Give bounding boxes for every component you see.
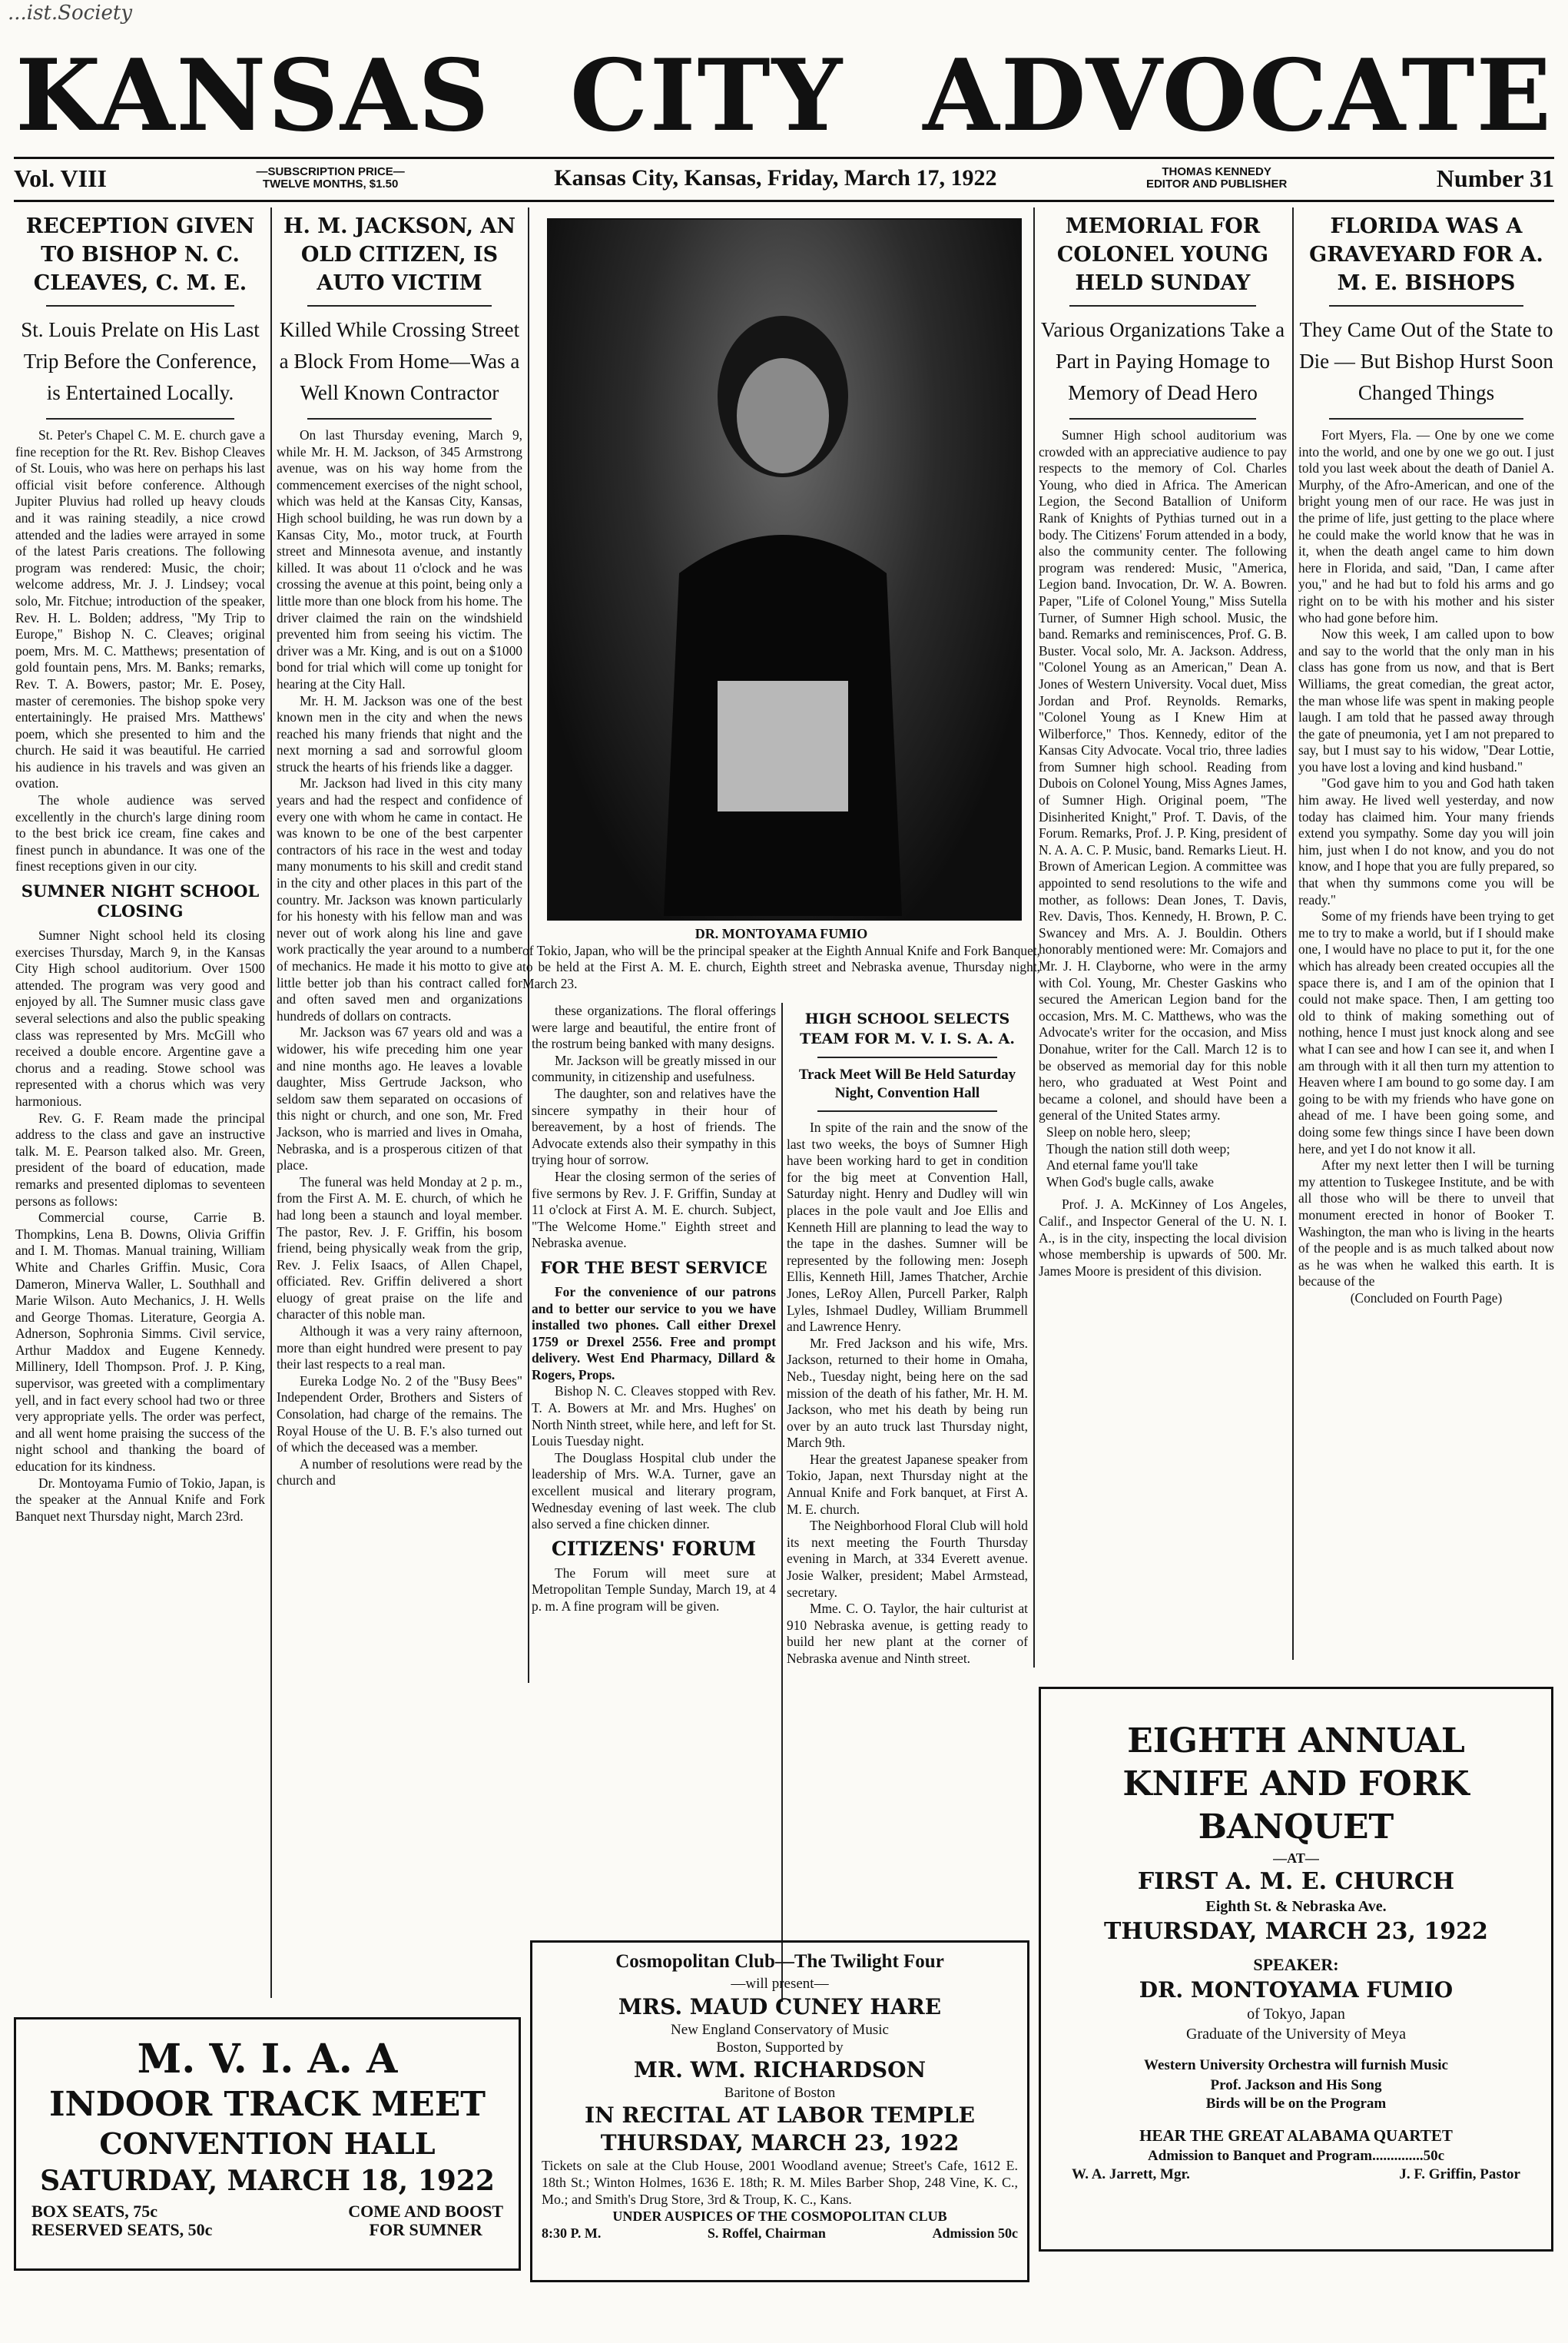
ad-track-boost-line1: COME AND BOOST: [348, 2202, 503, 2221]
dateline: Kansas City, Kansas, Friday, March 17, 1922: [554, 165, 997, 191]
ad-banquet-mgr: W. A. Jarrett, Mgr.: [1072, 2166, 1190, 2182]
portrait-photo: [547, 218, 1022, 921]
article-paragraph: Fort Myers, Fla. — One by one we come into the world, and one by one we go out. I just told you last week about the death of Daniel A. Murphy, of the Afro-American, and one of the bright young men of our race. He was just in the prime of life, just getting to the place where he could make the world know that he was in it, when the death angel came to him down here in Florida, and said, "Dan, I came after you," and he had but to fold his arms and go right on to be with his mother and his sister who had gone before him.: [1298, 427, 1554, 626]
article-paragraph: "God gave him to you and God hath taken him away. He lived well yesterday, and now today has claimed him. Your many friends extend you sympathy. Some day you will join him, just when I do not know, and you do not know, and I hope that you are fully prepared, so that when thy summons come you will be ready.": [1298, 775, 1554, 908]
ad-cosmo-line3: MRS. MAUD CUNEY HARE: [618, 1994, 942, 2019]
ad-banquet-line1: EIGHTH ANNUAL: [1127, 1721, 1465, 1761]
masthead: [0, 38, 1568, 154]
ad-cosmo-line6: MR. WM. RICHARDSON: [633, 2057, 927, 2082]
column-1: [15, 207, 265, 1998]
ad-banquet-line3: BANQUET: [1198, 1807, 1394, 1847]
article-paragraph: The Forum will meet sure at Metropolitan Temple Sunday, March 19, at 4 p. m. A fine program will be given.: [532, 1565, 776, 1614]
article-paragraph: Sumner High school auditorium was crowded with an appreciative audience to pay respects to the memory of Col. Charles Young, who died in Africa. The American Legion, the Second Batallion of Uniform Rank of Knights of Pythias turned out in a body. The Citizens' Forum attended in a body, also the community center. The following program was rendered: Music, "America, Legion band. Invocation, Dr. W. A. Bowren. Paper, "Life of Colonel Young," Miss Sutella Turner, of Sumner High school. Music, the band. Remarks and reminiscences, Prof. G. B. Buster. Vocal solo, Mr. A. Jackson. Address, "Colonel Young as an American," Dean A. Jones of Western University. Vocal duet, Miss Jordan and Prof. Reynolds. Remarks, "Colonel Young as I Knew Him at Wilberforce," Thos. Kennedy, editor of the Kansas City Advocate. Vocal trio, three ladies from Sumner high school. Reading from Dubois on Colonel Young, Miss Agnes James, of Sumner High. Original poem, "The Disinherited Knight," Prof. T. Davis, of the Forum. Remarks, Prof. J. P. King, president of N. A. A. C. P. Music, band. Remarks Lieut. H. Brown of American Legion. A committee was appointed to send resolutions to the wife and mother, as follows: Dean Jones, T. Davis, Rev. Davis, Thos. Kennedy, H. Brown, P. C. Swancey and Mrs. A. J. Bouldin. Others honorably mentioned were: Mr. Comajors and Mr. J. H. Clayborne, who were in the army with Col. Young, Mr. Chester Gaskins who secured the American Legion band for the occasion, Mrs. M. C. Matthews, who was the Advocate's writer for the occasion, and Miss Donahue, writer for the Call. March 12 is to be observed as memorial day for this noble hero, who graduated at West Point and became a colonel, and should have been a general of the United States army.: [1039, 427, 1287, 1123]
ad-cosmo-line5: Boston, Supported by: [716, 2039, 844, 2056]
poem-line: And eternal fame you'll take: [1046, 1157, 1198, 1173]
article-paragraph: Now this week, I am called upon to bow and say to the world that the only man in his class has gone from us now, and that is Bert Williams, the great comedian, the great actor, the man whose life was spent in making people laugh. I am told that he passed away through the gate of pneumonia, yet I am not prepared to say, but I must say to his widow, "Dear Lottie, you have lost a loving and kind husband.": [1298, 626, 1554, 775]
ad-track-reserved-seats: RESERVED SEATS, 50c: [31, 2220, 213, 2239]
subscription-line1: —SUBSCRIPTION PRICE—: [256, 165, 405, 178]
ad-banquet-pastor: J. F. Griffin, Pastor: [1399, 2166, 1520, 2182]
ad-track-seats: [31, 2202, 212, 2239]
article-paragraph: Mr. Jackson was 67 years old and was a widower, his wife preceding him one year and nine months ago. He leaves a lovable daughter, Miss Gertrude Jackson, who seldom saw them separated on occasions of this night or church, and one son, Mr. Fred Jackson, who is married and lives in Omaha, Nebraska, and is a prosperous citizen of that place.: [277, 1024, 522, 1173]
ad-banquet-line11: Graduate of the University of Meya: [1185, 2026, 1406, 2043]
ad-cosmo-line7: Baritone of Boston: [724, 2085, 836, 2101]
ad-track-boost-line2: FOR SUMNER: [369, 2220, 482, 2239]
ad-cosmo-line2: —will present—: [731, 1976, 829, 1992]
article-paragraph: A number of resolutions were read by the church and: [277, 1455, 522, 1488]
poem: [1039, 1124, 1287, 1190]
subhead-jackson: Killed While Crossing Street a Block From Home—Was a Well Known Contractor: [279, 318, 520, 404]
masthead-word-advocate: ADVOCATE: [923, 38, 1553, 154]
ad-banquet-line10: of Tokyo, Japan: [1247, 2006, 1345, 2023]
headline-citizens-forum: CITIZENS' FORUM: [551, 1537, 757, 1560]
ad-track-line3: CONVENTION HALL: [99, 2126, 436, 2161]
headline-florida: FLORIDA WAS A GRAVEYARD FOR A. M. E. BISHOPS: [1309, 214, 1543, 295]
headline-divider: [46, 305, 234, 307]
ad-cosmo-chair: S. Roffel, Chairman: [707, 2225, 826, 2241]
ad-track-line2: INDOOR TRACK MEET: [48, 2085, 486, 2124]
headline-jackson: H. M. JACKSON, AN OLD CITIZEN, IS AUTO VICTIM: [283, 214, 516, 295]
ad-track-line1: M. V. I. A. A: [137, 2036, 398, 2082]
poem-line: Sleep on noble hero, sleep;: [1046, 1123, 1191, 1140]
subhead-reception: St. Louis Prelate on His Last Trip Before the Conference, is Entertained Locally.: [21, 318, 260, 404]
continued-notice: (Concluded on Fourth Page): [1350, 1289, 1503, 1306]
article-paragraph: Rev. G. F. Ream made the principal address to the class and gave an instructive talk. M. E. Pearson talked also. Mr. Green, president of the board of education, made remarks and presented diplomas to seventeen persons as follows:: [15, 1110, 265, 1209]
headline-divider: [1329, 305, 1523, 307]
article-paragraph: Mr. H. M. Jackson was one of the best known men in the city and when the news reached his many friends that night and the next morning a sad and sorrowful gloom struck the hearts of his friends like a dagger.: [277, 692, 522, 775]
caption-title: DR. MONTOYAMA FUMIO: [694, 926, 868, 941]
ad-cosmo-line9: THURSDAY, MARCH 23, 1922: [600, 2130, 960, 2155]
editor-line1: THOMAS KENNEDY: [1162, 165, 1271, 178]
article-paragraph: The whole audience was served excellently in the church's large dining room to the best brick ice cream, fine cakes and finest punch in abundance. It was one of the finest receptions given in our city.: [15, 792, 265, 874]
headline-divider: [307, 418, 492, 420]
poem-line: When God's bugle calls, awake: [1046, 1173, 1215, 1190]
ad-track-footer: [16, 2199, 519, 2242]
article-paragraph: Dr. Montoyama Fumio of Tokio, Japan, is the speaker at the Annual Knife and Fork Banquet next Thursday night, March 23rd.: [15, 1475, 265, 1524]
ad-track-box-seats: BOX SEATS, 75c: [31, 2202, 158, 2221]
subhead-memorial: Various Organizations Take a Part in Paying Homage to Memory of Dead Hero: [1040, 318, 1285, 404]
ad-banquet-line2: KNIFE AND FORK: [1122, 1764, 1470, 1804]
ad-track-line4: SATURDAY, MARCH 18, 1922: [40, 2165, 495, 2197]
ad-banquet-footer: [1056, 2165, 1536, 2184]
ad-cosmo-line8: IN RECITAL AT LABOR TEMPLE: [585, 2102, 975, 2128]
ad-banquet-line9: DR. MONTOYAMA FUMIO: [1139, 1977, 1454, 2003]
article-paragraph: The daughter, son and relatives have the sincere sympathy in their hour of bereavement, by a host of friends. The Advocate extends also their sympathy in this trying hour of sorrow.: [532, 1085, 776, 1168]
article-paragraph: Mme. C. O. Taylor, the hair culturist at 910 Nebraska avenue, is getting ready to build her new plant at the corner of Nebraska avenue and Ninth street.: [787, 1601, 1028, 1666]
article-paragraph: Prof. J. A. McKinney of Los Angeles, Calif., and Inspector General of the U. N. I. A., is in the city, inspecting the local division whose membership is upwards of 500. Mr. James Moore is president of this division.: [1039, 1196, 1287, 1279]
ad-cosmo-time: 8:30 P. M.: [542, 2225, 602, 2241]
ad-banquet-line8: SPEAKER:: [1253, 1955, 1339, 1974]
article-paragraph: Mr. Fred Jackson and his wife, Mrs. Jackson, returned to their home in Omaha, Neb., Tuesday night, being here on the sad mission of the death of his father, Mr. H. M. Jackson, who met his death by being run over by an auto truck last Thursday night, March 9th.: [787, 1335, 1028, 1451]
ad-cosmo-line1: Cosmopolitan Club—The Twilight Four: [615, 1951, 944, 1972]
masthead-word-kansas: KANSAS: [15, 38, 491, 154]
headline-best-service: FOR THE BEST SERVICE: [540, 1257, 767, 1277]
headline-divider: [46, 418, 234, 420]
column-2: [277, 207, 522, 1998]
headline-night-school: SUMNER NIGHT SCHOOL CLOSING: [21, 881, 260, 921]
article-paragraph: The funeral was held Monday at 2 p. m., from the First A. M. E. church, of which he had long been a staunch and loyal member. The pastor, Rev. J. F. Griffin, his bosom friend, being physically weak from the grip, Rev. J. Felix Isaacs, of Allen Chapel, officiated. Rev. Griffin delivered a short eluogy of great praise on the life and character of this noble man.: [277, 1173, 522, 1323]
subscription-line2: TWELVE MONTHS, $1.50: [262, 178, 399, 191]
ad-banquet-line12: Western University Orchestra will furnish Music: [1144, 2057, 1448, 2073]
ad-banquet-line15: HEAR THE GREAT ALABAMA QUARTET: [1139, 2126, 1453, 2145]
caption-text: of Tokio, Japan, who will be the principal speaker at the Eighth Annual Knife and Fork Banquet, to be held at the First A. M. E. church, Eighth street and Nebraska avenue, Thursday night, March 23.: [522, 942, 1040, 991]
portrait-figure: [549, 220, 1017, 916]
article-paragraph: On last Thursday evening, March 9, while Mr. H. M. Jackson, of 345 Armstrong avenue, was on his way home from the commencement exercises of the night school, which was held at the Kansas City, Kansas, High school building, he was run down by a Kansas City, Mo., motor truck, at Fourth street and Minnesota avenue, and instantly killed. It was about 11 o'clock and he was crossing the avenue at this point, being only a little more than one block from his home. The driver claimed the rain on the windshield prevented him from seeing his victim. The driver was a Mr. King, and is out on a $1000 bond for trial which will come up tonight for hearing at the City Hall.: [277, 427, 522, 692]
article-paragraph: The Neighborhood Floral Club will hold its next meeting the Fourth Thursday evening in March, at 334 Everett avenue. Josie Walker, president; Mabel Armstead, secretary.: [787, 1518, 1028, 1600]
info-rule: [14, 200, 1554, 202]
editor-info: [1146, 166, 1287, 191]
editor-line2: EDITOR AND PUBLISHER: [1145, 178, 1288, 191]
column-4: [787, 1003, 1028, 2002]
column-rule: [270, 207, 272, 1998]
ad-cosmo-line10: Tickets on sale at the Club House, 2001 Woodland avenue; Street's Cafe, 1612 E. 18th St.; Winton Holmes, 1636 E. 18th; R. M. Miles Barber Shop, 248 Vine, K. C., Mo.; and Smith's Drug Store, 3rd & Troup, K. C., Kans.: [542, 2158, 1018, 2207]
poem-line: Though the nation still doth weep;: [1046, 1140, 1231, 1157]
article-paragraph: St. Peter's Chapel C. M. E. church gave a fine reception for the Rt. Rev. Bishop Cleaves of St. Louis, who was here on perhaps his last official visit before conference. Although Jupiter Pluvius had rolled up heavy clouds and it was raining steadily, a nice crowd attended and the ladies were arrayed in some of the latest Paris creations. The following program was rendered: Music, the choir; welcome address, Mr. J. J. Lindsey; vocal solo, Mr. Fitchue; introduction of the speaker, Rev. H. L. Bolden; address, "My Trip to Europe," Bishop N. C. Cleaves; original poem, Mrs. M. C. Matthews; presentation of gold fountain pens, Mrs. M. Banks; remarks, Rev. T. A. Bowers, pastor; Mr. E. Posey, master of ceremonies. The bishop spoke very entertainingly. He praised Mrs. Matthews' poem, which she presented to him and the church. He said it was beautiful. He carried his audience in his travels and was given an ovation.: [15, 427, 265, 792]
article-paragraph: Mr. Jackson will be greatly missed in our community, in citizenship and usefulness.: [532, 1052, 776, 1085]
column-rule: [1292, 207, 1294, 1660]
article-paragraph: Although it was a very rainy afternoon, more than eight hundred were present to pay their last respects to a real man.: [277, 1323, 522, 1372]
headline-reception: RECEPTION GIVEN TO BISHOP N. C. CLEAVES, C. M. E.: [25, 214, 255, 295]
article-paragraph: Bishop N. C. Cleaves stopped with Rev. T. A. Bowers at Mr. and Mrs. Hughes' on North Ninth street, while here, and left for St. Louis Tuesday night.: [532, 1383, 776, 1449]
ad-banquet-line5: FIRST A. M. E. CHURCH: [1137, 1868, 1455, 1895]
article-paragraph: Some of my friends have been trying to get me to try to make a world, but if I should make one, I would have no place to put it, for the one which has already been created occupies all the space there is, and I am of the opinion that I could not make space. Then, I am getting too old to think of making something out of nothing, hence I must just knock along and see what I can see and how I can see it, and when I am through with it all then turn my attention to Heaven where I am bound to go some day. I am going to be with my friends who have gone on ahead of me. I have been going some, and doing some few things since I have been down here, and yet I do not know it all.: [1298, 908, 1554, 1157]
headline-divider: [817, 1057, 997, 1058]
ad-banquet-line6: Eighth St. & Nebraska Ave.: [1205, 1898, 1387, 1915]
ad-banquet-line7: THURSDAY, MARCH 23, 1922: [1104, 1918, 1488, 1945]
info-bar: [14, 161, 1554, 195]
headline-divider: [1069, 305, 1256, 307]
article-paragraph: Hear the closing sermon of the series of five sermons by Rev. J. F. Griffin, Sunday at 11 o'clock at First A. M. E. church. Subject, "The Welcome Home." Eighth street and Nebraska avenue.: [532, 1168, 776, 1251]
subhead-florida: They Came Out of the State to Die — But Bishop Hurst Soon Changed Things: [1299, 318, 1553, 404]
issue-number: Number 31: [1436, 164, 1554, 192]
ad-banquet-line14: Birds will be on the Program: [1205, 2096, 1387, 2112]
article-paragraph: In spite of the rain and the snow of the last two weeks, the boys of Sumner High have been working hard to get in condition for the big meet at Convention Hall, Saturday night. Henry and Dudley will win places in the pole vault and Joe Ellis and Kenneth Hill are planning to lead the way to the tape in the dashes. Sumner will be represented by the following men: Joseph Ellis, Kenneth Hill, James Thatcher, Archie Jones, LeRoy Allen, Purcell Parker, Ralph Lyles, Ishmael Dudley, William Brummell and Lawrence Henry.: [787, 1120, 1028, 1335]
headline-high-school: HIGH SCHOOL SELECTS TEAM FOR M. V. I. S. A. A.: [799, 1011, 1016, 1047]
ad-banquet: [1039, 1687, 1553, 2252]
column-3: [532, 1003, 776, 2002]
article-paragraph: For the convenience of our patrons and to better our service to you we have installed two phones. Call either Drexel 1759 or Drexel 2556. Free and prompt delivery. West End Pharmacy, Dillard & Rogers, Props.: [532, 1283, 776, 1382]
ad-track-boost: [348, 2202, 503, 2239]
headline-divider: [1329, 418, 1523, 420]
ad-track-meet: [14, 2017, 521, 2271]
column-rule: [781, 1003, 783, 2002]
article-paragraph: these organizations. The floral offerings were large and beautiful, the entire front of the rostrum being banked with many designs.: [532, 1003, 776, 1052]
article-paragraph: Mr. Jackson had lived in this city many years and had the respect and confidence of every one with whom he came in contact. He was known to be one of the best carpenter contractors of his race in the west and today many monuments to his skill and credit stand in the city and other places in this part of the country. Mr. Jackson was known particularly for his honesty with his fellow man and was never out of work along his line and gave work practically the year around to a number of mechanics. He made it his motto to give a little better job than his contract called for and often saved men and organizations hundreds of dollars on contracts.: [277, 775, 522, 1024]
article-paragraph: After my next letter then I will be turning my attention to Tuskegee Institute, and be with all those who will be there to unveil that monument erected in honor of Booker T. Washington, the man who is living in the hearts of the people and is as much talked about now as he was when he walked this earth. It is because of the: [1298, 1157, 1554, 1289]
ad-cosmo-line11: UNDER AUSPICES OF THE COSMOPOLITAN CLUB: [612, 2209, 947, 2224]
society-stamp: ...ist.Society: [8, 2, 133, 25]
photo-caption: [522, 926, 1040, 992]
ad-banquet-line13: Prof. Jackson and His Song: [1210, 2077, 1382, 2093]
ad-cosmopolitan-club: [530, 1940, 1029, 2282]
headline-divider: [817, 1110, 997, 1112]
article-paragraph: Sumner Night school held its closing exercises Thursday, March 9, in the Kansas City High school auditorium. Over 1500 attended. The program was very good and enjoyed by all. The Sumner music class gave several selections and also the public speaking class was represented by Mrs. McGill who received a double encore. Argentine gave a chorus and a reading. Stowe school was represented with a chorus which was very harmonious.: [15, 928, 265, 1109]
ad-banquet-line4: —AT—: [1273, 1850, 1319, 1866]
volume: Vol. VIII: [14, 164, 107, 192]
ad-cosmo-footer: [542, 2225, 1018, 2242]
column-5: [1039, 207, 1287, 1668]
headline-memorial: MEMORIAL FOR COLONEL YOUNG HELD SUNDAY: [1056, 214, 1269, 295]
masthead-word-city: CITY: [569, 38, 844, 154]
article-paragraph: Commercial course, Carrie B. Thompkins, Lena B. Downs, Olivia Griffin and I. M. Thomas. Manual training, William White and Charles Griffin. Music, Cora Dameron, Minerva Waller, L. Southhall and Marie Wilson. Auto Mechanics, J. H. Wells and George Thomas. Literature, Georgia A. Adnerson, Sophronia Simms. Civil service, Arthur Maddox and Eugene Kennedy. Millinery, Idell Thompson. Prof. J. P. King, supervisor, was greeted with a complimentary yell, and in fact every school had two or three very appropriate yells. The order was perfect, and all went home praising the success of the night school and thanking the board of education for its kindness.: [15, 1210, 265, 1475]
column-6: [1298, 207, 1554, 1668]
article-paragraph: Eureka Lodge No. 2 of the "Busy Bees" Independent Order, Brothers and Sisters of Consolation, had charge of the remains. The Royal House of the U. B. F.'s also turned out of which the deceased was a member.: [277, 1372, 522, 1455]
headline-divider: [1069, 418, 1256, 420]
subhead-high-school: Track Meet Will Be Held Saturday Night, Convention Hall: [798, 1067, 1016, 1101]
article-paragraph: The Douglass Hospital club under the leadership of Mrs. W.A. Turner, gave an excellent musical and literary program, Wednesday evening of last week. The club also served a fine chicken dinner.: [532, 1449, 776, 1532]
headline-divider: [307, 305, 492, 307]
ad-cosmo-line4: New England Conservatory of Music: [671, 2022, 889, 2038]
subscription-price: [256, 166, 404, 191]
top-rule: [14, 157, 1554, 159]
article-paragraph: Hear the greatest Japanese speaker from Tokio, Japan, next Thursday night at the Annual Knife and Fork banquet, at First A. M. E. church.: [787, 1451, 1028, 1517]
ad-banquet-line16: Admission to Banquet and Program..............50c: [1147, 2148, 1444, 2164]
ad-cosmo-admission: Admission 50c: [932, 2225, 1018, 2241]
